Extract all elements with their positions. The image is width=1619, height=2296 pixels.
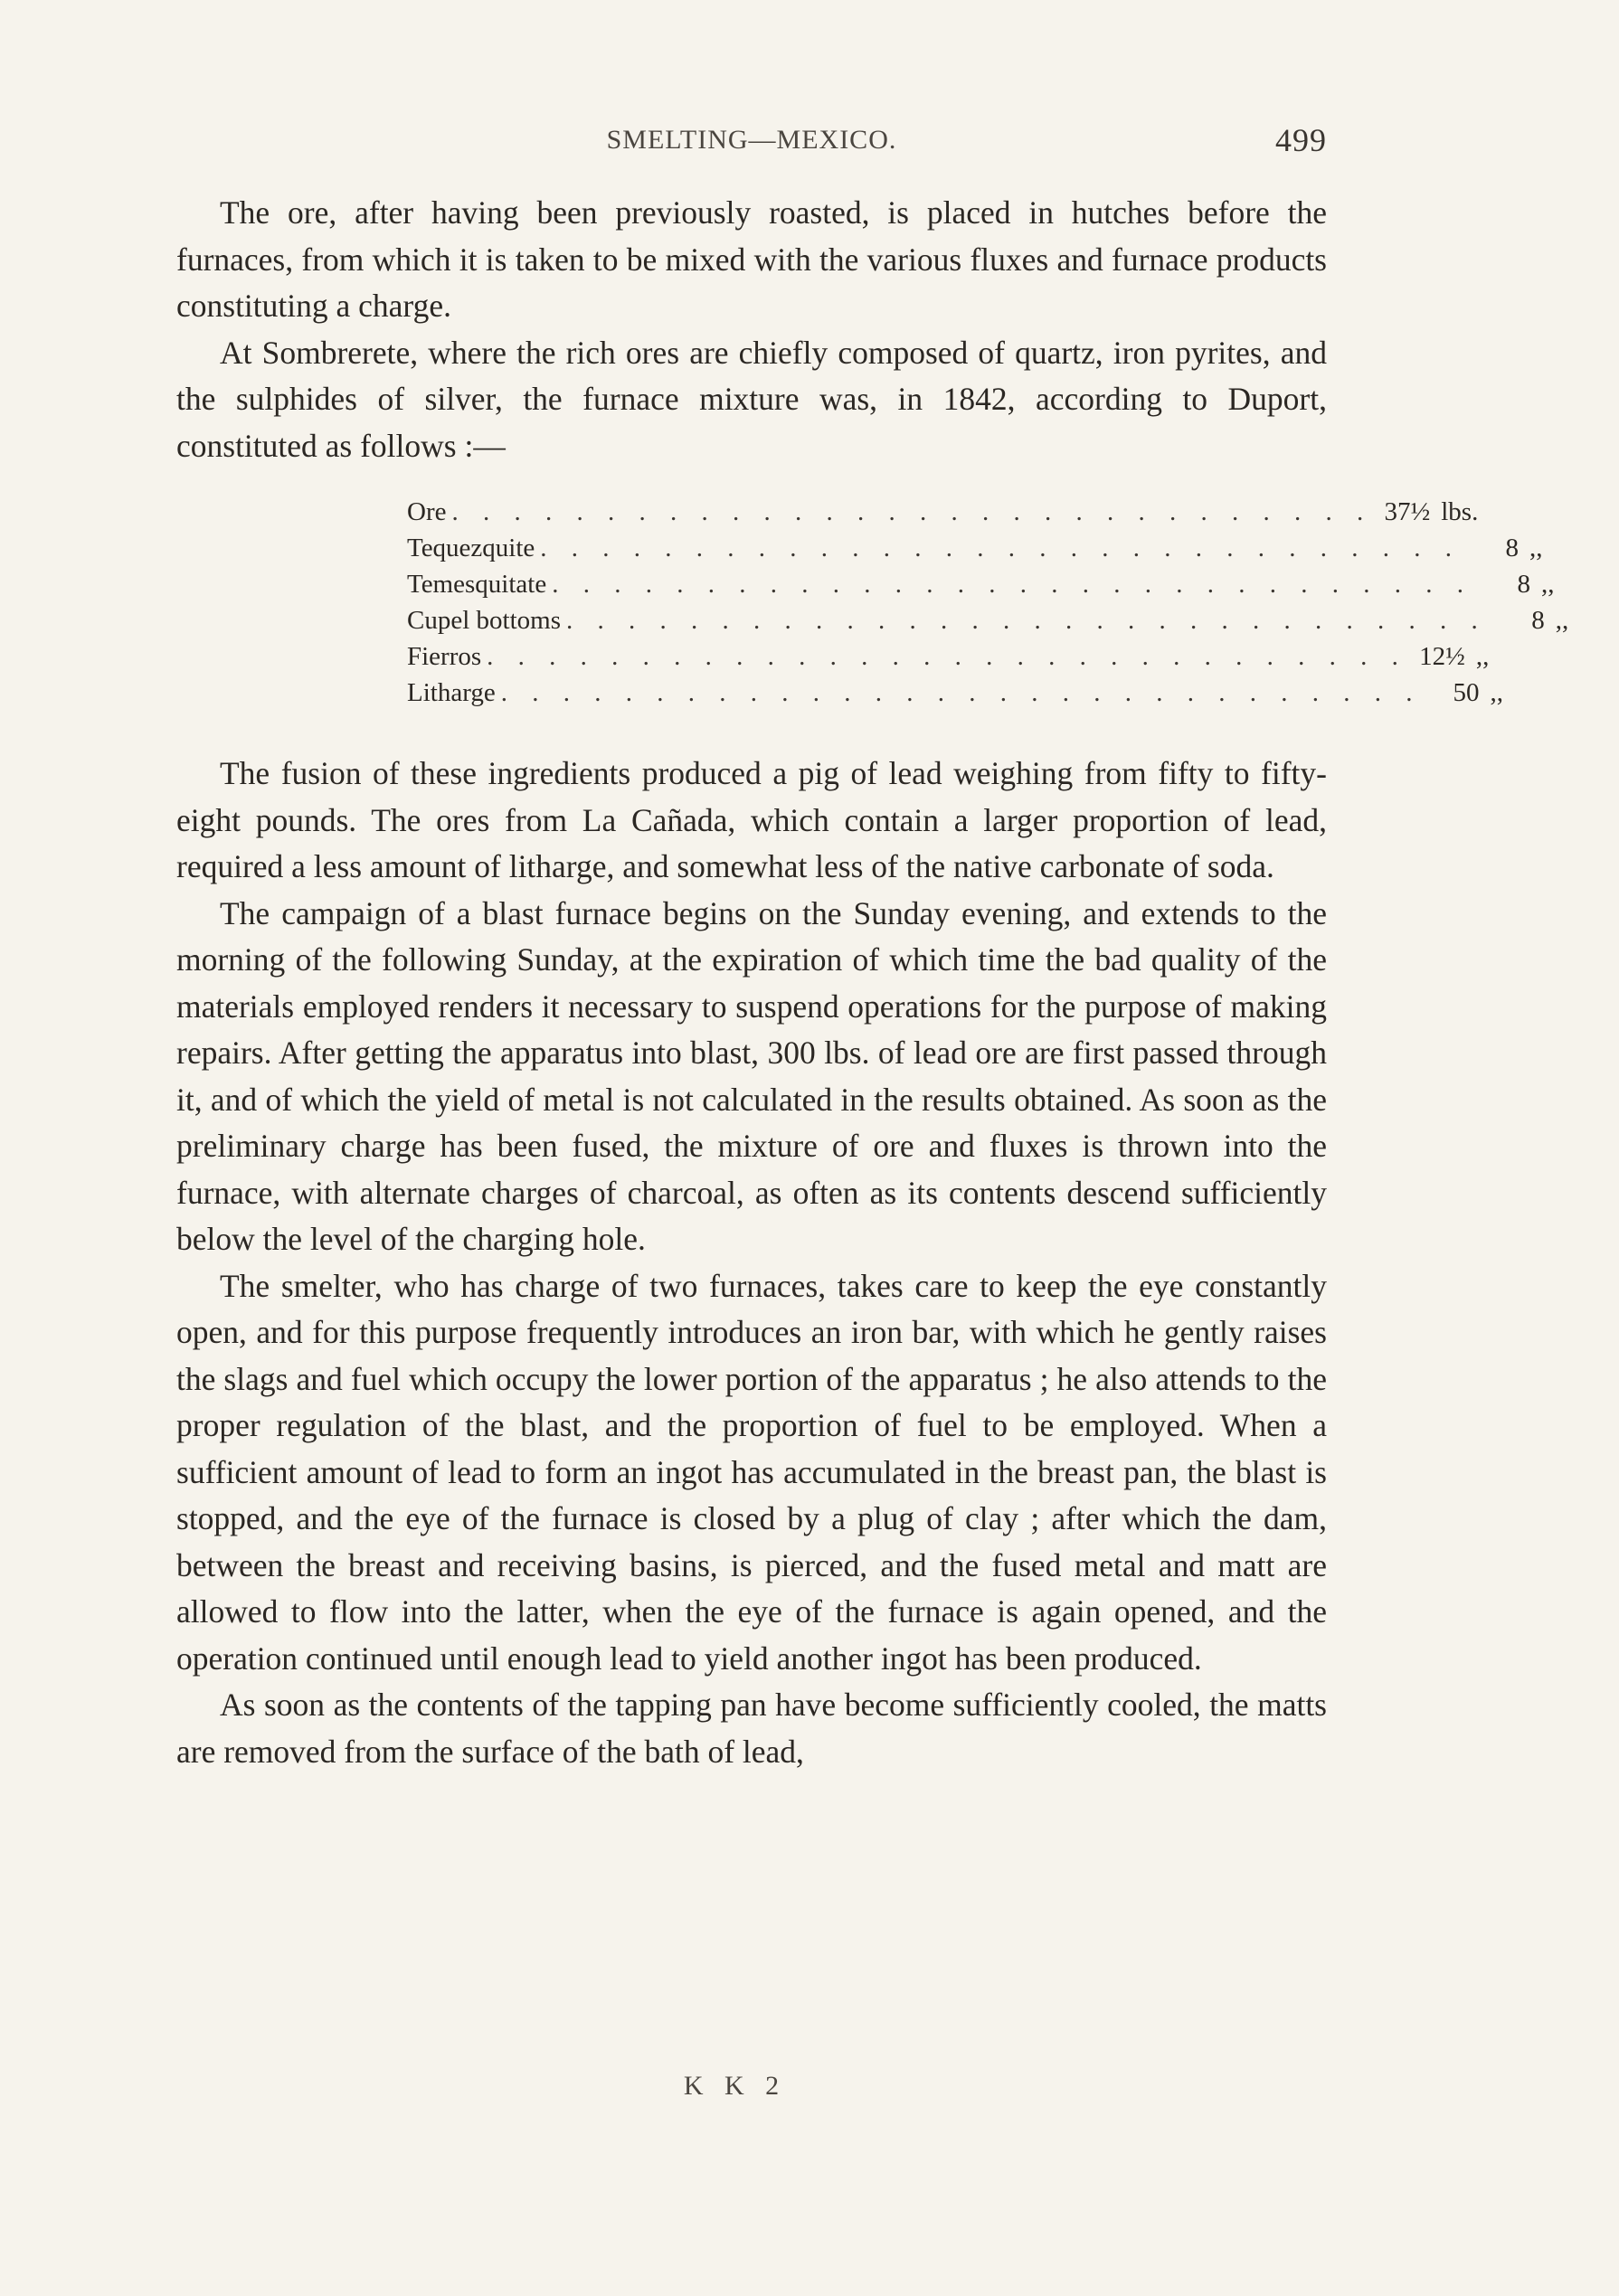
table-item: Litharge xyxy=(407,678,496,707)
table-unit: ,, xyxy=(1475,642,1490,671)
paragraph: The fusion of these ingredients produced a pig of lead weighing from fifty to fifty-eight pounds. The ores from La Cañada, which contain a larger proportion of lead, required a less amount of litharge, and somewhat less of the native carbonate of soda. xyxy=(176,755,1327,884)
running-title: SMELTING—MEXICO. xyxy=(606,125,897,155)
table-unit: ,, xyxy=(1540,570,1555,599)
table-qty: 50 xyxy=(1453,678,1480,707)
dot-leader: . . . . . . . . . . . . . . . . . . . . . . . . . . . . . . xyxy=(540,534,1462,562)
table-row xyxy=(407,675,1503,711)
dot-leader: . . . . . . . . . . . . . . . . . . . . . . . . . . . . . . xyxy=(487,642,1407,671)
paragraph: The smelter, who has charge of two furnaces, takes care to keep the eye constantly open, and for this purpose frequently introduces an iron bar, with which he gently raises the slags and fuel which occupy the lower portion of the apparatus ; he also attends to the proper regulation of the blast, and the proportion of fuel to be employed. When a sufficient amount of lead to form an ingot has accumulated in the breast pan, the blast is stopped, and the eye of the furnace is closed by a plug of clay ; after which the dam, between the breast and receiving basins, is pierced, and the fused metal and matt are allowed to flow into the latter, when the eye of the furnace is again opened, and the operation continued until enough lead to yield another ingot has been produced. xyxy=(176,1267,1327,1677)
table-qty: 37½ xyxy=(1384,497,1431,526)
table-item: Temesquitate xyxy=(407,570,547,599)
dot-leader: . . . . . . . . . . . . . . . . . . . . . . . . . . . . . . xyxy=(500,678,1422,707)
table-qty: 8 xyxy=(1517,570,1530,599)
paragraph: At Sombrerete, where the rich ores are chiefly composed of quartz, iron pyrites, and the sulphides of silver, the furnace mixture was, in 1842, according to Duport, constituted as follows :— xyxy=(176,334,1327,464)
body-text-top xyxy=(176,190,1327,469)
table-item: Fierros xyxy=(407,642,482,671)
table-unit: ,, xyxy=(1529,534,1543,562)
table-unit: ,, xyxy=(1555,606,1569,635)
body-text-bottom xyxy=(176,751,1327,1775)
table-row xyxy=(407,530,1543,566)
table-row xyxy=(407,602,1569,638)
table-item: Cupel bottoms xyxy=(407,606,561,635)
dot-leader: . . . . . . . . . . . . . . . . . . . . . . . . . . . . . . xyxy=(565,606,1487,635)
signature-mark: K K 2 xyxy=(683,2071,787,2101)
table-row xyxy=(407,494,1479,530)
paragraph: The ore, after having been previously roasted, is placed in hutches before the furnaces, from which it is taken to be mixed with the various fluxes and furnace products constituting a charge. xyxy=(176,194,1327,324)
page-number: 499 xyxy=(1275,122,1327,158)
table-unit: lbs. xyxy=(1441,497,1479,526)
running-header xyxy=(176,122,1327,165)
paragraph: As soon as the contents of the tapping pan have become sufficiently cooled, the matts are removed from the surface of the bath of lead, xyxy=(176,1687,1327,1770)
table-item: Tequezquite xyxy=(407,534,535,562)
table-item: Ore xyxy=(407,497,447,526)
table-qty: 8 xyxy=(1531,606,1545,635)
table-qty: 8 xyxy=(1505,534,1520,562)
dot-leader: . . . . . . . . . . . . . . . . . . . . . . . . . . . . . . xyxy=(552,570,1472,599)
table-qty: 12½ xyxy=(1419,642,1465,671)
table-row xyxy=(407,638,1490,675)
paragraph: The campaign of a blast furnace begins on the Sunday evening, and extends to the morning of the following Sunday, at the expiration of which time the bad quality of the materials employed renders it necessary to suspend operations for the purpose of making repairs. After getting the apparatus into blast, 300 lbs. of lead ore are first passed through it, and of which the yield of metal is not calculated in the results obtained. As soon as the preliminary charge has been fused, the mixture of ore and fluxes is thrown into the furnace, with alternate charges of charcoal, as often as its contents descend sufficiently below the level of the charging hole. xyxy=(176,894,1327,1257)
dot-leader: . . . . . . . . . . . . . . . . . . . . . . . . . . . . . . xyxy=(451,497,1373,526)
table-unit: ,, xyxy=(1490,678,1503,707)
table-row xyxy=(407,566,1555,602)
charge-table xyxy=(407,494,1569,711)
